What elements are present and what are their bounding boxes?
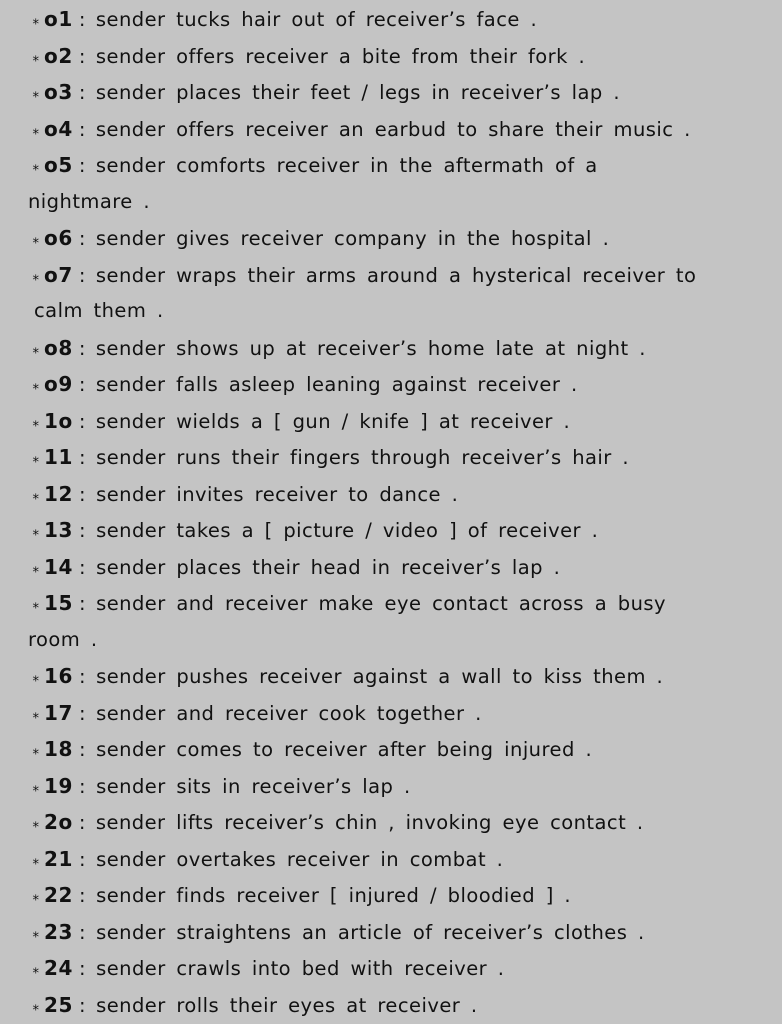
prompt-number: o1: [44, 7, 73, 31]
prompt-separator: :: [79, 555, 87, 579]
prompt-number: 16: [44, 664, 74, 688]
prompt-separator: :: [78, 811, 86, 834]
prompt-text: sender places their head in receiver’s lap .: [96, 555, 561, 579]
prompt-item: [28, 442, 629, 472]
prompt-separator: :: [78, 373, 86, 396]
prompt-item: [28, 917, 645, 947]
asterisk-bullet-icon: ⁎: [32, 779, 40, 795]
prompt-number: o8: [44, 335, 73, 360]
prompt-separator: :: [78, 336, 86, 360]
prompt-separator: :: [78, 154, 86, 177]
prompt-separator: :: [79, 701, 87, 725]
prompt-separator: :: [78, 409, 86, 433]
prompt-item: [28, 734, 592, 764]
prompt-text: sender wraps their arms around a hysterical receiver to: [95, 263, 697, 287]
asterisk-bullet-icon: ⁎: [32, 49, 40, 65]
prompt-separator: :: [78, 227, 86, 250]
prompt-item: [28, 698, 482, 728]
prompt-number: 12: [44, 481, 74, 506]
prompt-number: o5: [44, 153, 73, 177]
prompt-number: o2: [44, 43, 73, 68]
prompt-text: sender takes a [ picture / video ] of receiver .: [96, 519, 599, 542]
prompt-separator: :: [78, 8, 86, 31]
asterisk-bullet-icon: ⁎: [32, 560, 40, 576]
prompt-item: [28, 807, 644, 837]
prompt-number: 23: [44, 919, 74, 944]
prompt-text: sender straightens an article of receiver’s clothes .: [96, 920, 645, 944]
prompt-text: sender wields a [ gun / knife ] at receiver .: [95, 409, 571, 433]
asterisk-bullet-icon: ⁎: [32, 378, 40, 393]
prompt-number: 21: [44, 846, 74, 871]
asterisk-bullet-icon: ⁎: [32, 998, 40, 1014]
prompt-separator: :: [78, 44, 86, 68]
prompt-separator: :: [79, 993, 87, 1017]
prompt-item: [28, 880, 571, 910]
asterisk-bullet-icon: ⁎: [32, 13, 40, 28]
prompt-separator: :: [79, 774, 87, 798]
prompt-number: 19: [44, 773, 74, 798]
asterisk-bullet-icon: ⁎: [32, 597, 40, 612]
prompt-text: sender and receiver make eye contact across a busy: [96, 592, 666, 615]
prompt-separator: :: [79, 957, 87, 980]
prompt-separator: :: [79, 920, 87, 944]
prompt-continuation: calm them .: [34, 299, 164, 322]
asterisk-bullet-icon: ⁎: [32, 743, 40, 758]
prompt-separator: :: [79, 482, 87, 506]
asterisk-bullet-icon: ⁎: [32, 670, 40, 685]
prompt-text: sender places their feet / legs in receiver’s lap .: [95, 81, 620, 104]
prompt-number: 25: [44, 992, 74, 1017]
prompt-continuation: room .: [28, 627, 98, 651]
prompt-item: [28, 953, 504, 983]
prompt-item: [28, 77, 620, 107]
prompt-item: [28, 515, 598, 545]
asterisk-bullet-icon: ⁎: [32, 86, 40, 101]
asterisk-bullet-icon: ⁎: [32, 341, 40, 357]
asterisk-bullet-icon: ⁎: [32, 487, 40, 503]
asterisk-bullet-icon: ⁎: [32, 816, 40, 831]
prompt-text: sender shows up at receiver’s home late at night .: [95, 336, 646, 360]
asterisk-bullet-icon: ⁎: [32, 159, 40, 174]
prompt-text: sender lifts receiver’s chin , invoking eye contact .: [95, 811, 644, 834]
prompt-text: sender tucks hair out of receiver’s face .: [95, 8, 538, 31]
prompt-item: [28, 661, 663, 691]
prompt-item: [28, 588, 666, 618]
prompt-number: o4: [44, 116, 73, 141]
prompt-number: 11: [44, 445, 74, 469]
prompt-item: [28, 150, 598, 180]
prompt-item: [28, 260, 696, 290]
prompt-text: sender rolls their eyes at receiver .: [96, 993, 478, 1017]
prompt-item: [28, 552, 560, 582]
prompt-separator: :: [79, 847, 87, 871]
prompt-separator: :: [78, 81, 86, 104]
prompt-item: [28, 406, 570, 436]
prompt-number: 18: [44, 737, 74, 761]
prompt-text: sender overtakes receiver in combat .: [96, 847, 504, 871]
prompt-text: sender falls asleep leaning against receiver .: [95, 373, 578, 396]
asterisk-bullet-icon: ⁎: [32, 268, 40, 284]
prompt-item: [28, 4, 537, 34]
prompt-item: [28, 844, 503, 874]
prompt-item: [28, 223, 609, 253]
prompt-separator: :: [79, 446, 87, 469]
asterisk-bullet-icon: ⁎: [32, 925, 40, 941]
prompt-separator: :: [79, 519, 87, 542]
asterisk-bullet-icon: ⁎: [32, 122, 40, 138]
prompt-text: sender finds receiver [ injured / bloodied ] .: [96, 884, 572, 907]
prompt-number: 24: [44, 956, 74, 980]
prompt-number: 1o: [44, 408, 73, 433]
asterisk-bullet-icon: ⁎: [32, 524, 40, 539]
prompt-text: sender pushes receiver against a wall to kiss them .: [96, 665, 664, 688]
prompt-number: o6: [44, 226, 73, 250]
prompt-item: [28, 41, 585, 71]
prompt-text: sender sits in receiver’s lap .: [96, 774, 411, 798]
prompt-separator: :: [79, 738, 87, 761]
prompt-number: 14: [44, 554, 74, 579]
prompt-number: 13: [44, 518, 74, 542]
prompt-text: sender comforts receiver in the aftermath of a: [95, 154, 598, 177]
asterisk-bullet-icon: ⁎: [32, 232, 40, 247]
asterisk-bullet-icon: ⁎: [32, 451, 40, 466]
prompt-text: sender invites receiver to dance .: [96, 482, 459, 506]
prompt-number: 15: [44, 591, 74, 615]
prompt-item: [28, 479, 458, 509]
prompt-separator: :: [78, 117, 86, 141]
prompt-text: sender runs their fingers through receiver’s hair .: [96, 446, 630, 469]
prompt-number: o3: [44, 80, 73, 104]
prompt-number: 2o: [44, 810, 73, 834]
prompt-number: o7: [44, 262, 73, 287]
asterisk-bullet-icon: ⁎: [32, 414, 40, 430]
prompt-number: o9: [44, 372, 73, 396]
prompt-text: sender and receiver cook together .: [96, 701, 482, 725]
prompt-text: sender comes to receiver after being injured .: [96, 738, 593, 761]
prompt-item: [28, 333, 646, 363]
asterisk-bullet-icon: ⁎: [32, 852, 40, 868]
asterisk-bullet-icon: ⁎: [32, 962, 40, 977]
prompt-text: sender offers receiver a bite from their fork .: [95, 44, 586, 68]
prompt-text: sender gives receiver company in the hospital .: [95, 227, 610, 250]
prompt-text: sender offers receiver an earbud to share their music .: [95, 117, 691, 141]
prompt-separator: :: [79, 592, 87, 615]
prompt-item: [28, 990, 478, 1020]
prompt-item: [28, 771, 411, 801]
prompt-separator: :: [78, 263, 86, 287]
prompt-item: [28, 369, 578, 399]
prompt-continuation: nightmare .: [28, 189, 151, 213]
asterisk-bullet-icon: ⁎: [32, 889, 40, 904]
asterisk-bullet-icon: ⁎: [32, 706, 40, 722]
prompt-text: sender crawls into bed with receiver .: [96, 957, 505, 980]
prompt-item: [28, 114, 691, 144]
prompt-number: 22: [44, 883, 74, 907]
prompt-separator: :: [79, 665, 87, 688]
prompt-separator: :: [79, 884, 87, 907]
prompt-number: 17: [44, 700, 74, 725]
